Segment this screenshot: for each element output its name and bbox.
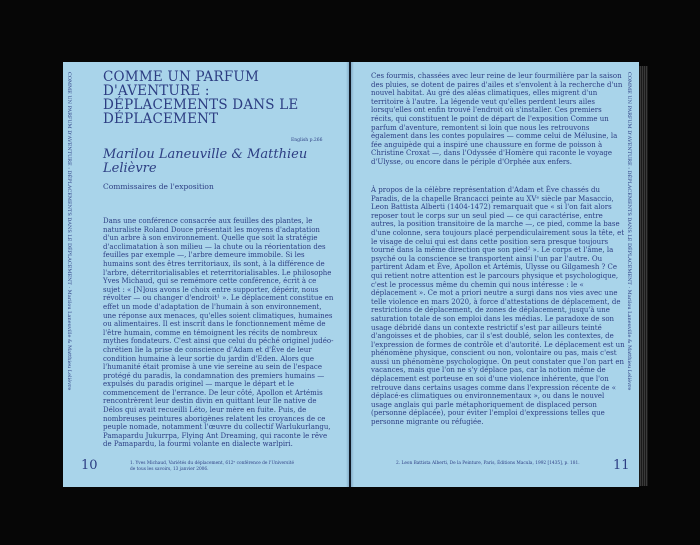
article-title: COMME UN PARFUM D'AVENTURE : DÉPLACEMENTS DANS LE DÉPLACEMENT — [103, 69, 299, 127]
author-role: Commissaires de l'exposition — [103, 182, 214, 191]
article-authors: Marilou Laneuville & Matthieu Lelièvre — [103, 147, 308, 176]
right-page — [351, 62, 639, 487]
page-number-right: 11 — [613, 458, 630, 473]
english-reference: English p.266 — [291, 138, 323, 143]
left-body-text — [103, 217, 335, 449]
page-stack-edge — [639, 66, 648, 486]
paragraph: Dans une conférence consacrée aux feuilles des plantes, le naturaliste Roland Douce présentait les moyens d'adaptation d'un arbre à son environnement. Quelle que soit la stratégie d'acclimatation à son milieu — la chute ou la réorientation des feuilles par exemple —, l'arbre demeure immobile. Si les humains sont des êtres territoriaux, ils sont, à la différence de l'arbre, déterritorialisables et reterritorialisables. Le philosophe Yves Michaud, qui se remémore cette conférence, écrit à ce sujet : « [N]ous avons le choix entre supporter, dépérir, nous révolter — ou changer d'endroit¹ ». Le déplacement constitue en effet un mode d'adaptation de l'humain à son environnement, une réponse aux menaces, qu'elles soient climatiques, humaines ou alimentaires. Il est inscrit dans le fonctionnement même de l'être humain, comme en témoignent les récits de nombreux mythes fondateurs. C'est ainsi que celui du péché originel judéo-chrétien lie la prise de conscience d'Adam et d'Ève de leur condition humaine à leur sortie du jardin d'Eden. Alors que l'humanité était promise à une vie sereine au sein de l'espace protégé du paradis, la condamnation des premiers humains — expulsés du paradis originel — marque le départ et le commencement de l'errance. De leur côté, Apollon et Artémis rencontrèrent leur destin divin en quittant leur île native de Délos qui avait recueilli Léto, leur mère en fuite. Puis, de nombreuses peintures aborigènes relatent les croyances de ce peuple nomade, notamment l'œuvre du collectif Warlukurlangu, Pamapardu Jukurrpa, Flying Ant Dreaming, qui raconte le rêve de Pamapardu, la fourmi volante en dialecte warlpiri. — [103, 217, 334, 449]
running-head-left: COMME UN PARFUM D'AVENTURE : DÉPLACEMENTS DANS LE DÉPLACEMENT · Marilou Laneuville & Matthieu Lelièvre — [66, 72, 72, 391]
paragraph: Ces fourmis, chassées avec leur reine de leur fourmilière par la saison des pluies, se dotent de paires d'ailes et s'envolent à la recherche d'un nouvel habitat. Au gré des aléas climatiques, elles migrent d'un territoire à l'autre. La légende veut qu'elles perdent leurs ailes lorsqu'elles ont enfin trouvé l'endroit où s'installer. Ces premiers récits, qui constituent le point de départ de l'exposition Comme un parfum d'aventure, remontent si loin que nous les retrouvons également dans les contes populaires — comme celui de Mélusine, la fée anguipède qui a inspiré une chaussure en forme de poisson à Christine Croxat —, dans l'Odyssée d'Homère qui raconte le voyage d'Ulysse, ou encore dans le périple d'Orphée aux enfers. — [371, 72, 623, 166]
left-page — [63, 62, 349, 487]
right-body-text-1 — [371, 72, 626, 167]
book-gutter — [346, 62, 354, 487]
right-body-text-2 — [371, 186, 626, 427]
paragraph: À propos de la célèbre représentation d'Adam et Ève chassés du Paradis, de la chapelle Brancacci peinte au XVᵉ siècle par Masaccio, Leon Battista Alberti (1404-1472) remarquait que « si l'on fait alors reposer tout le corps sur un seul pied — ce qui caractérise, entre autres, la position transitoire de la marche —, ce pied, comme la base d'une colonne, sera toujours placé perpendiculairement sous la tête, et le visage de celui qui est dans cette position sera presque toujours tourné dans la même direction que son pied² ». Le corps et l'âme, la psyché ou la conscience se transportent ainsi l'un par l'autre. Ou partirent Adam et Ève, Apollon et Artémis, Ulysse ou Gilgamesh ? Ce qui retient notre attention est le parcours physique et psychologique, c'est le processus même du chemin qui nous intéresse : le « déplacement ». Ce mot a priori neutre a surgi dans nos vies avec une telle violence en mars 2020, à force d'attestations de déplacement, de restrictions de déplacement, de zones de déplacement, jusqu'à une saturation totale de son emploi dans les médias. Le paradoxe de son usage débridé dans un contexte restrictif s'est par ailleurs teinté d'angoisses et de phobies, car il s'est doublé, selon les contextes, de l'expression de formes de contrôle et d'autorité. Le déplacement est un phénomène physique, conscient ou non, volontaire ou pas, mais c'est aussi un phénomène psychologique. On peut constater que l'on part en vacances, mais que l'on ne s'y déplace pas, car la notion même de déplacement est porteuse en soi d'une violence inhérente, que l'on retrouve dans certains usages comme dans l'expression récente de « déplacé·es climatiques ou environnementaux », ou dans le nouvel usage anglais qui parle métaphoriquement de displaced person (personne déplacée), pour éviter l'emploi d'expressions telles que personne migrante ou réfugiée. — [371, 186, 625, 427]
footnote-left: 1. Yves Michaud, Variétés du déplacement, 612ᵉ conférence de l'Université de tous les savoirs, 13 janvier 2006. — [130, 461, 294, 472]
page-number-left: 10 — [81, 458, 98, 473]
footnote-right: 2. Leon Battista Alberti, De la Peinture, Paris, Éditions Macula, 1992 [1435], p. 181. — [396, 461, 580, 466]
running-head-right: COMME UN PARFUM D'AVENTURE : DÉPLACEMENTS DANS LE DÉPLACEMENT · Marilou Laneuville & Matthieu Lelièvre — [626, 72, 632, 391]
